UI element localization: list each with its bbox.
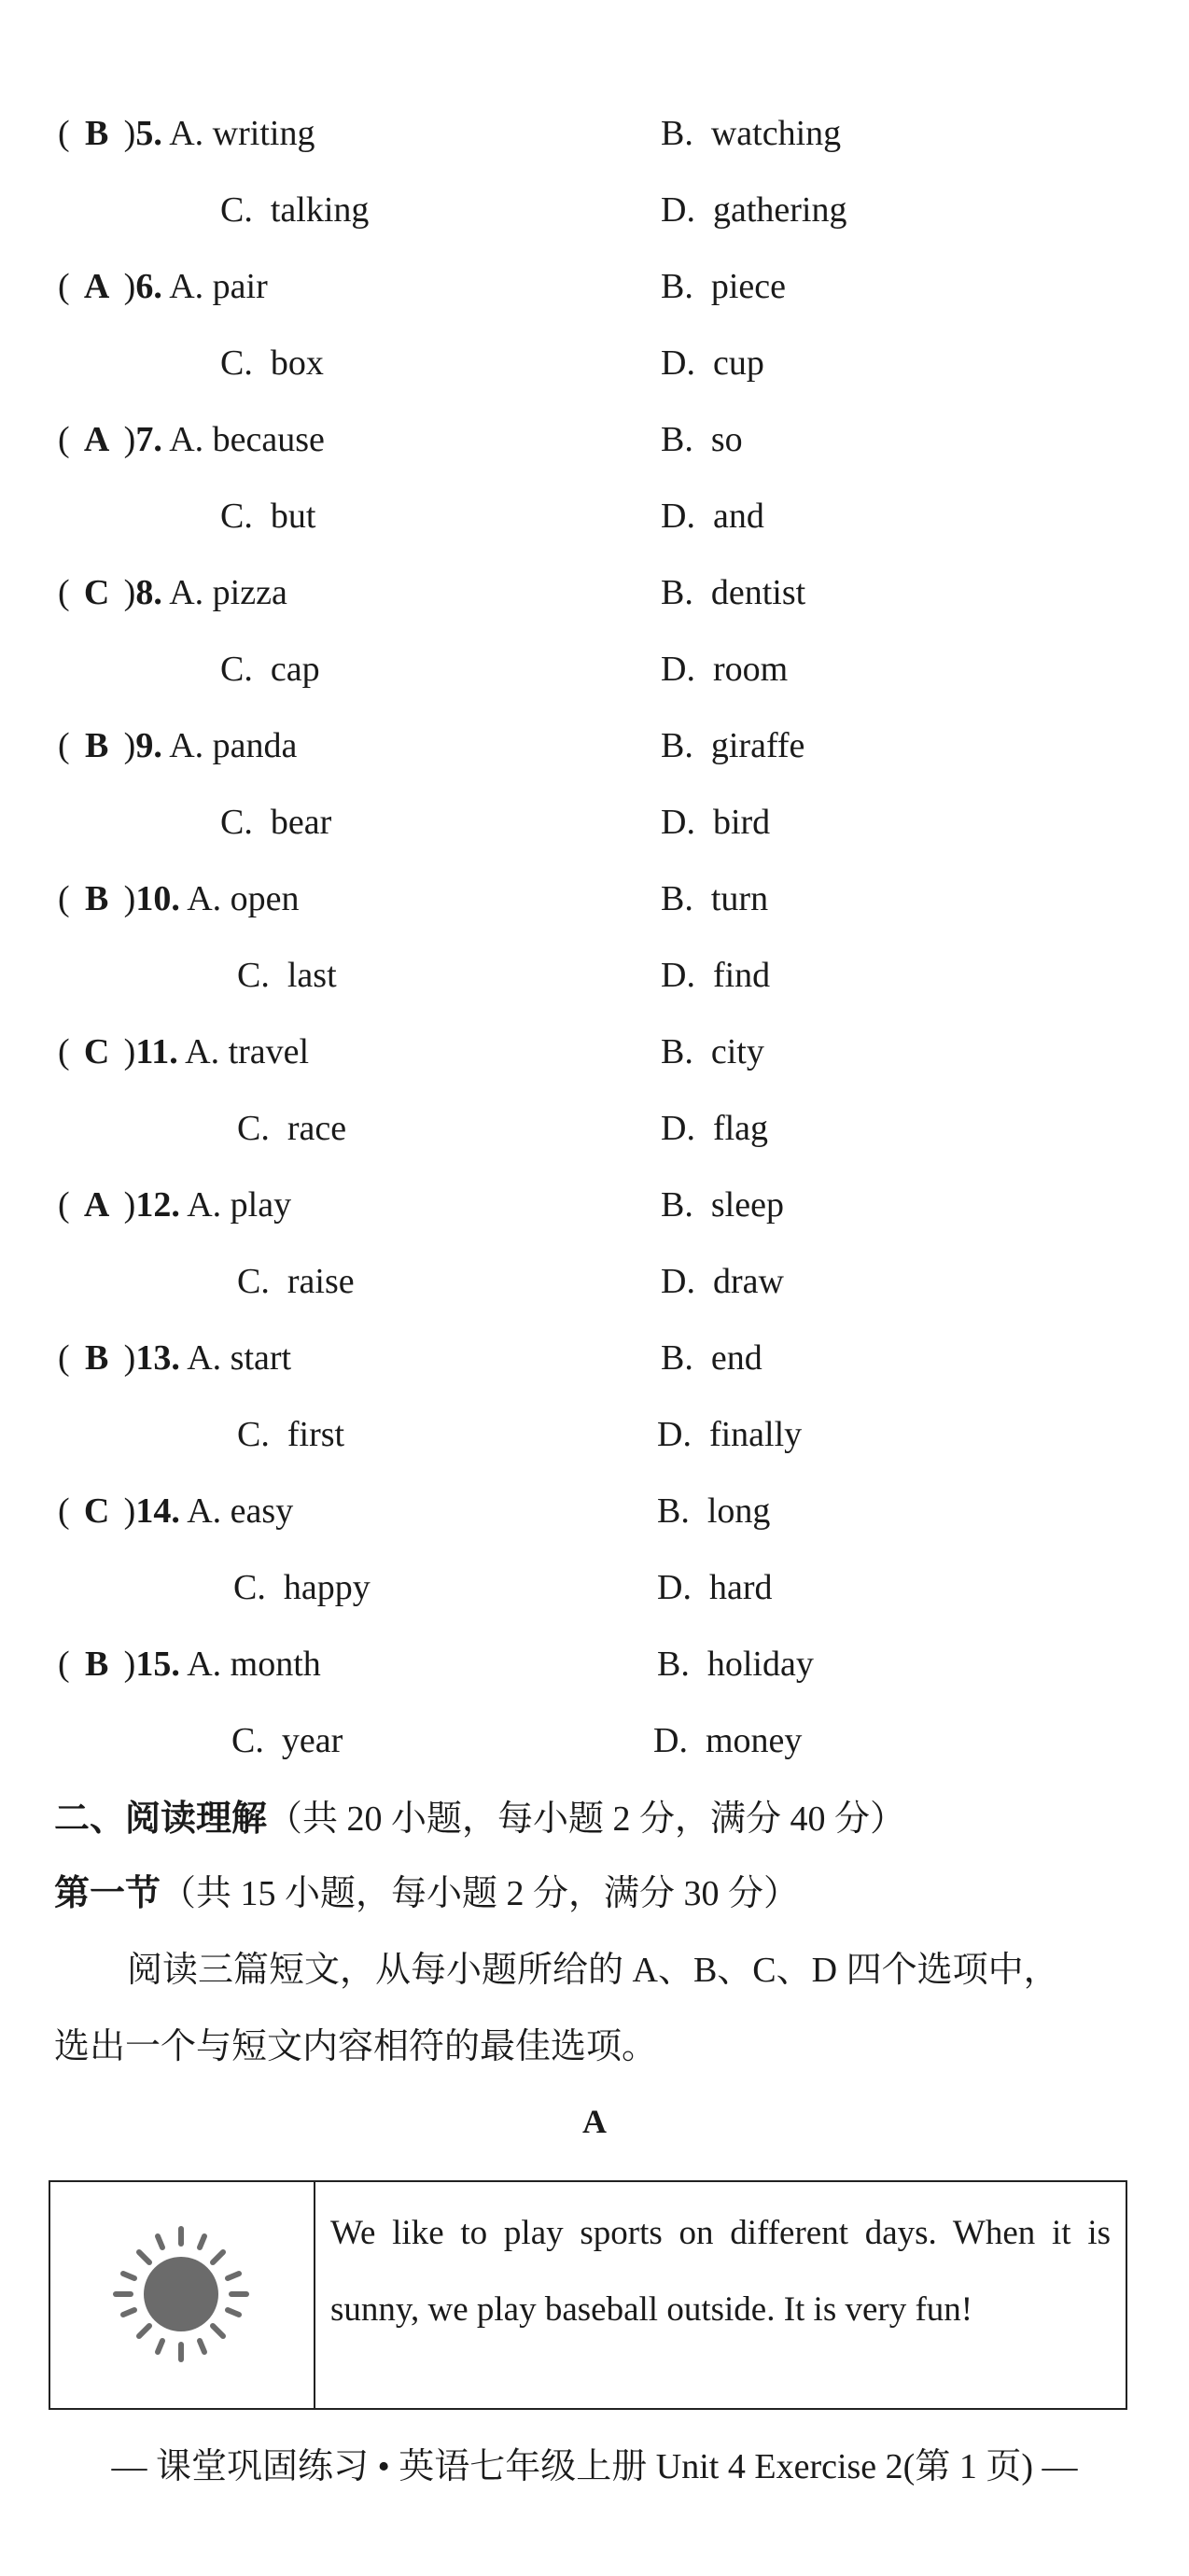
sun-icon (50, 2182, 314, 2408)
option-c: raise (287, 1262, 355, 1301)
option-d-row: D. draw (661, 1262, 784, 1301)
option-a: pizza (212, 573, 287, 612)
option-a: start (230, 1338, 292, 1378)
option-c: box (270, 343, 324, 383)
option-b-row: B. watching (661, 114, 842, 153)
option-d-row: D. hard (657, 1568, 773, 1607)
option-b-row: B. so (661, 420, 743, 459)
option-c-row: C. bear (220, 803, 332, 842)
passage-text: We like to play sports on different days. When it is sunny, we play baseball outside. It is very fun! (330, 2214, 1111, 2329)
section-note: （共 20 小题，每小题 2 分，满分 40 分） (267, 1799, 906, 1839)
question-number: 13. (135, 1338, 180, 1378)
option-d: finally (708, 1415, 803, 1454)
part-title: 第一节 (54, 1874, 161, 1913)
option-b: city (710, 1032, 764, 1071)
option-b: end (710, 1338, 762, 1378)
option-d: find (712, 956, 771, 995)
option-a: travel (228, 1032, 310, 1071)
option-d: and (712, 497, 764, 536)
option-d: draw (712, 1262, 784, 1301)
option-c-row: C. last (237, 956, 337, 995)
option-a: easy (230, 1491, 294, 1531)
option-c: year (281, 1721, 343, 1760)
option-d-row: D. flag (661, 1109, 769, 1148)
option-b: holiday (706, 1645, 814, 1684)
question-9: ( B )9. A. panda (58, 726, 298, 765)
option-b-row: B. dentist (661, 573, 806, 612)
question-15: ( B )15. A. month (58, 1645, 321, 1684)
answer-mark: A (83, 267, 110, 306)
option-c: talking (270, 190, 370, 230)
answer-mark: C (83, 1491, 110, 1531)
question-8: ( C )8. A. pizza (58, 573, 287, 612)
option-c: bear (270, 803, 332, 842)
option-b: piece (710, 267, 787, 306)
answer-mark: A (83, 420, 110, 459)
option-d-row: D. gathering (661, 190, 847, 230)
option-d: money (705, 1721, 803, 1760)
option-b-row: B. giraffe (661, 726, 805, 765)
answer-mark: B (84, 1338, 109, 1378)
option-c-row: C. cap (220, 650, 320, 689)
answer-mark: C (83, 1032, 110, 1071)
option-b-row: B. piece (661, 267, 787, 306)
option-d-row: D. and (661, 497, 764, 536)
question-7: ( A )7. A. because (58, 420, 325, 459)
passage-label: A (582, 2103, 607, 2140)
question-5: ( B )5. A. writing (58, 114, 315, 153)
instructions-line-2: 选出一个与短文内容相符的最佳选项。 (54, 2027, 658, 2066)
option-b: sleep (710, 1185, 784, 1225)
option-b: giraffe (710, 726, 805, 765)
option-c-row: C. year (231, 1721, 343, 1760)
answer-mark: B (84, 726, 109, 765)
option-c: race (287, 1109, 347, 1148)
option-d: cup (712, 343, 764, 383)
option-c-row: C. talking (220, 190, 370, 230)
option-a: pair (212, 267, 268, 306)
passage-image-cell (50, 2182, 315, 2408)
instructions-line-1: 阅读三篇短文，从每小题所给的 A、B、C、D 四个选项中， (127, 1951, 1059, 1990)
question-14: ( C )14. A. easy (58, 1491, 294, 1531)
question-number: 10. (135, 879, 180, 918)
question-number: 5. (135, 114, 162, 153)
answer-mark: B (84, 879, 109, 918)
option-d-row: D. find (661, 956, 771, 995)
question-6: ( A )6. A. pair (58, 267, 268, 306)
option-c: last (287, 956, 337, 995)
section-title: 二、阅读理解 (54, 1799, 268, 1839)
option-d-row: D. cup (661, 343, 764, 383)
option-b: watching (710, 114, 842, 153)
option-a: open (230, 879, 300, 918)
option-b: turn (710, 879, 769, 918)
option-d-row: D. bird (661, 803, 771, 842)
question-number: 11. (135, 1032, 178, 1071)
question-10: ( B )10. A. open (58, 879, 300, 918)
question-number: 6. (135, 267, 162, 306)
option-a: because (212, 420, 325, 459)
option-c-row: C. race (237, 1109, 347, 1148)
option-b-row: B. holiday (657, 1645, 814, 1684)
option-d: gathering (712, 190, 847, 230)
question-number: 12. (135, 1185, 180, 1225)
option-b-row: B. sleep (661, 1185, 784, 1225)
passage-table (49, 2180, 1127, 2410)
option-d: bird (712, 803, 771, 842)
option-d-row: D. finally (657, 1415, 803, 1454)
option-a: writing (212, 114, 315, 153)
option-c-row: C. box (220, 343, 324, 383)
question-number: 7. (135, 420, 162, 459)
option-a: month (230, 1645, 321, 1684)
option-d: flag (712, 1109, 769, 1148)
option-d: hard (708, 1568, 773, 1607)
option-d-row: D. room (661, 650, 789, 689)
answer-mark: C (83, 573, 110, 612)
option-b-row: B. end (661, 1338, 762, 1378)
option-c-row: C. but (220, 497, 316, 536)
answer-mark: B (84, 1645, 109, 1684)
option-c-row: C. raise (237, 1262, 355, 1301)
answer-mark: B (84, 114, 109, 153)
option-d: room (712, 650, 789, 689)
option-a: panda (212, 726, 298, 765)
option-c: cap (270, 650, 320, 689)
option-b: long (706, 1491, 771, 1531)
option-b: dentist (710, 573, 806, 612)
question-12: ( A )12. A. play (58, 1185, 292, 1225)
option-c-row: C. first (237, 1415, 345, 1454)
question-number: 15. (135, 1645, 180, 1684)
option-c: but (270, 497, 316, 536)
option-c: happy (283, 1568, 371, 1607)
option-b-row: B. turn (661, 879, 769, 918)
part-heading (54, 1872, 799, 1915)
question-11: ( C )11. A. travel (58, 1032, 310, 1071)
option-c: first (287, 1415, 345, 1454)
question-number: 14. (135, 1491, 180, 1531)
option-b-row: B. city (661, 1032, 764, 1071)
option-a: play (230, 1185, 292, 1225)
option-d-row: D. money (653, 1721, 803, 1760)
part-note: （共 15 小题，每小题 2 分，满分 30 分） (161, 1874, 800, 1913)
option-b-row: B. long (657, 1491, 771, 1531)
question-13: ( B )13. A. start (58, 1338, 292, 1378)
question-number: 8. (135, 573, 162, 612)
page-footer: — 课堂巩固练习 • 英语七年级上册 Unit 4 Exercise 2(第 1 页) — (111, 2447, 1078, 2486)
option-b: so (710, 420, 743, 459)
section-heading (54, 1798, 905, 1841)
answer-mark: A (83, 1185, 110, 1225)
question-number: 9. (135, 726, 162, 765)
option-c-row: C. happy (233, 1568, 371, 1607)
